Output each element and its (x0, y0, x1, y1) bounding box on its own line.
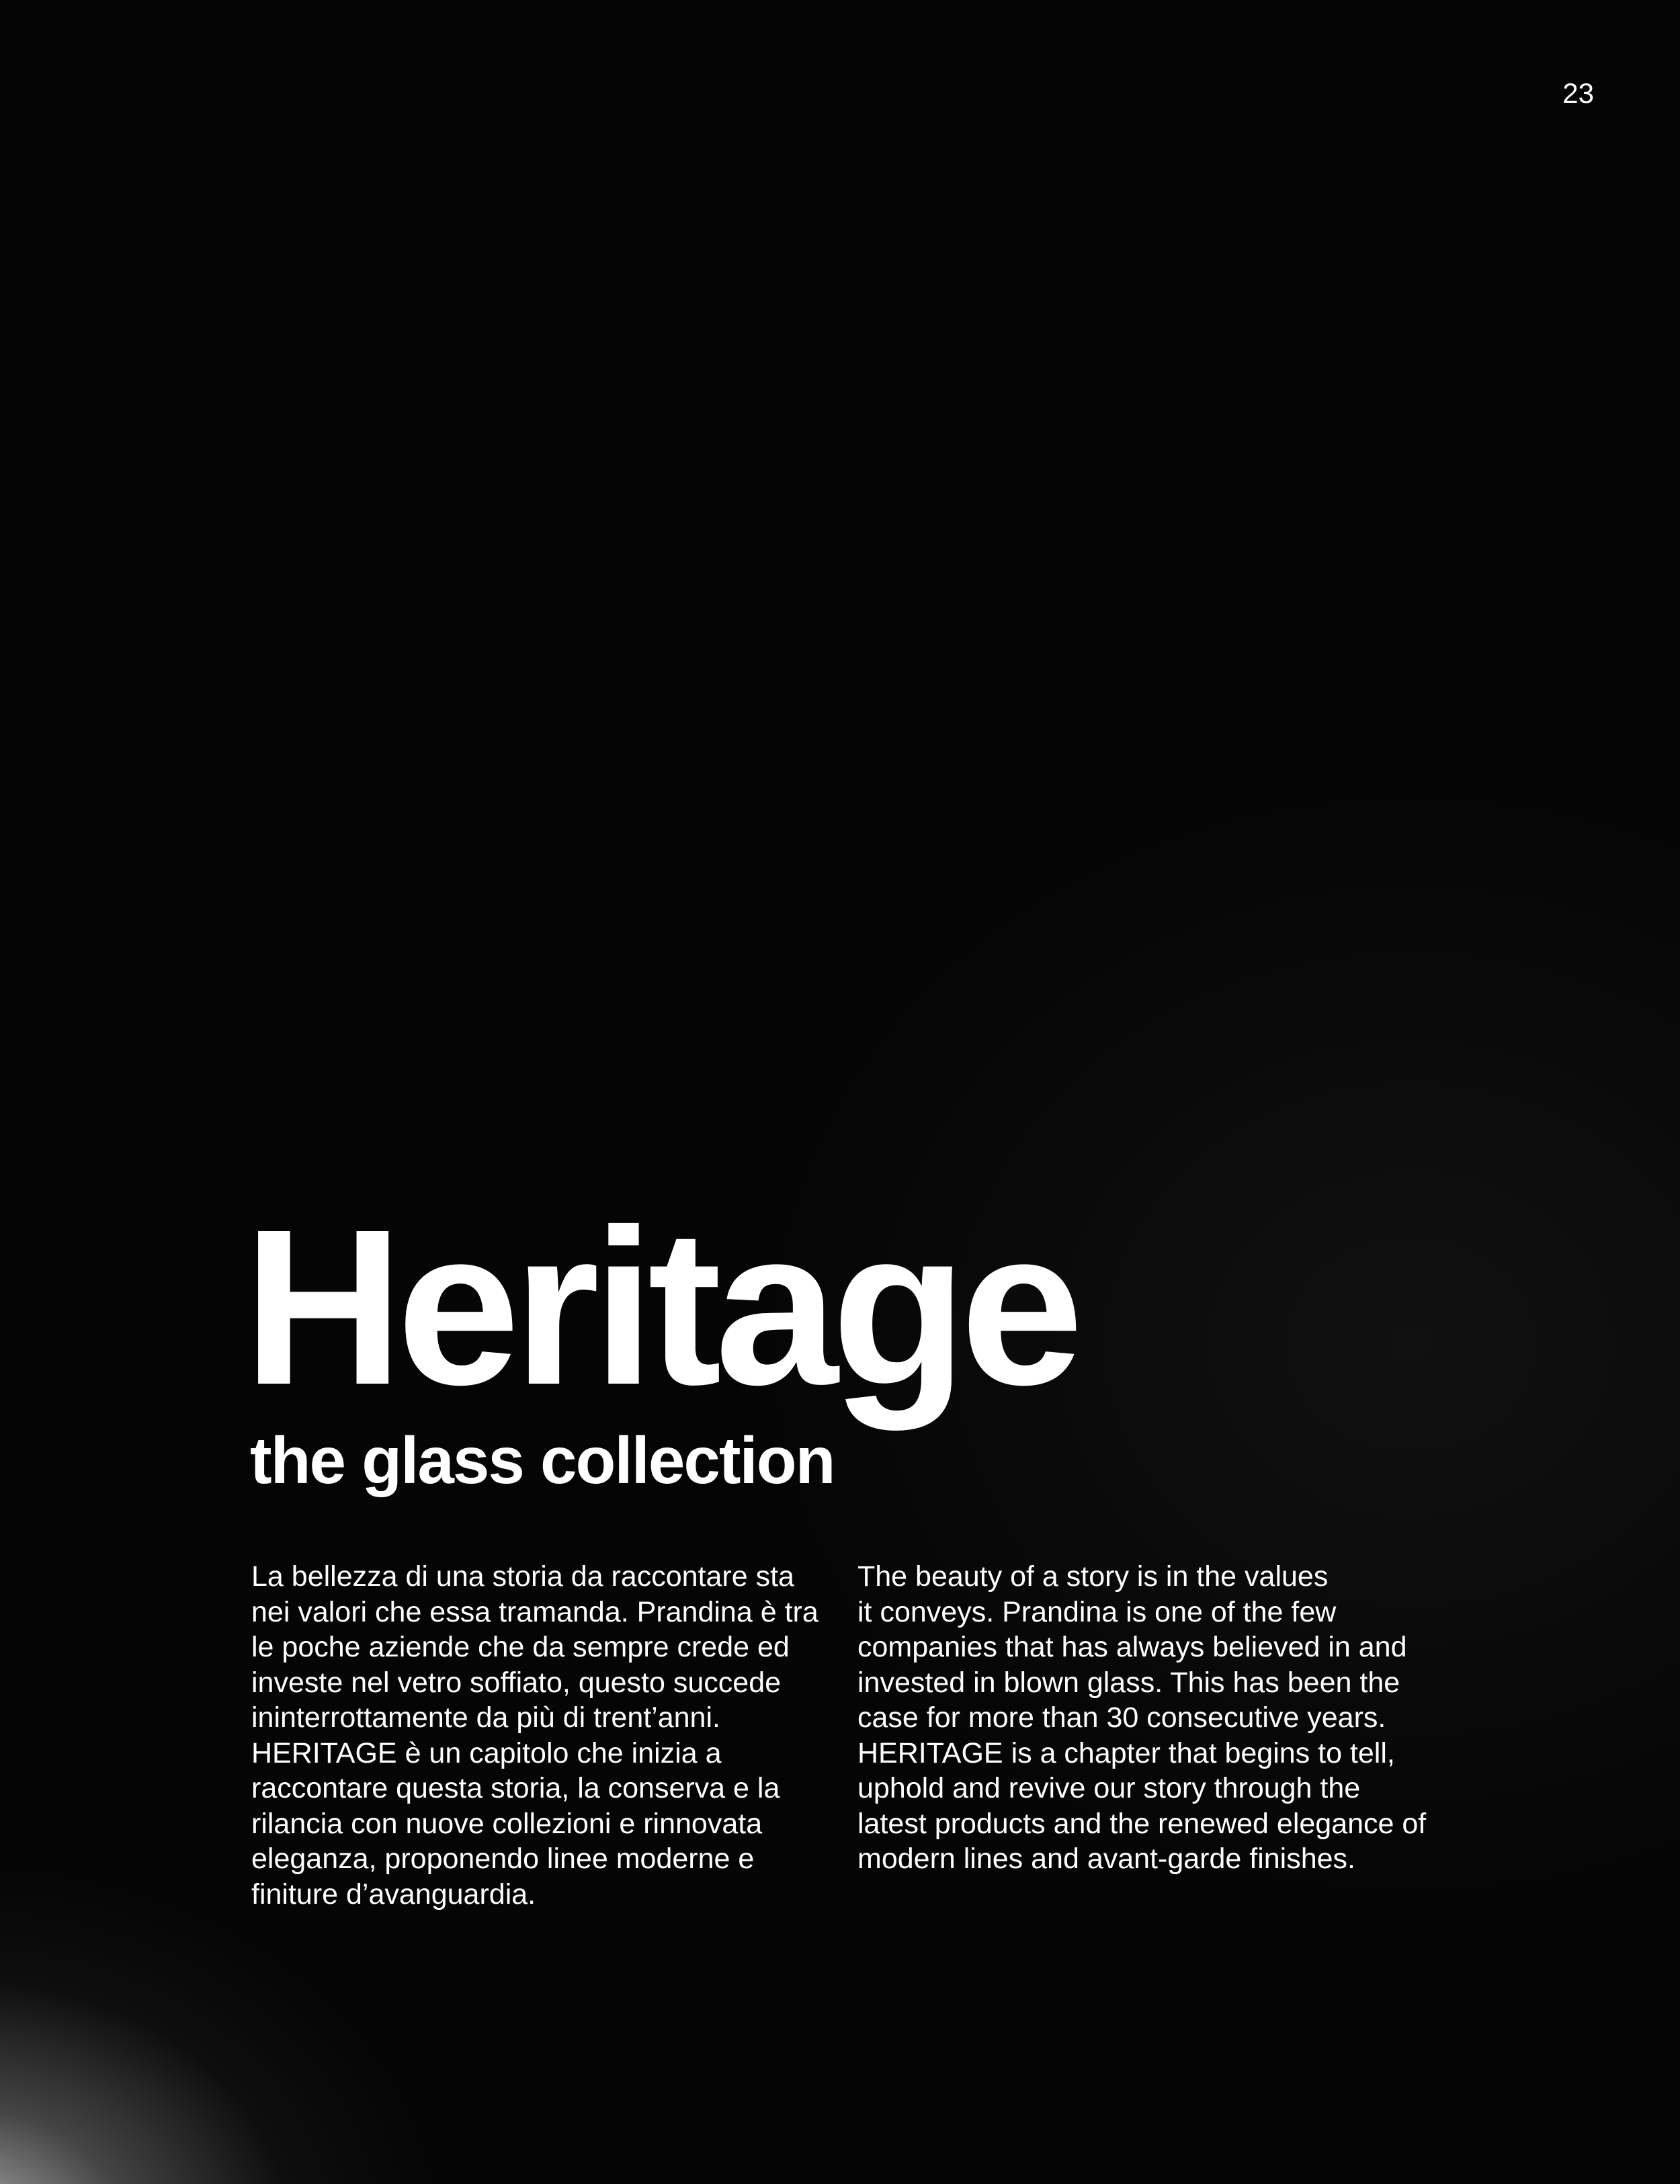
page-title: Heritage (243, 1183, 1077, 1431)
page-subtitle: the glass collection (250, 1423, 835, 1497)
body-text-italian: La bellezza di una storia da raccontare sta nei valori che essa tramanda. Prandina è tra le poche aziende che da sempre crede ed investe nel vetro soffiato, questo succede ininterrottamente da più di trent’anni. HERITAGE è un capitolo che inizia a raccontare questa storia, la conserva e la rilancia con nuove collezioni e rinnovata eleganza, proponendo linee moderne e finiture d’avanguardia. (251, 1560, 818, 1910)
body-text-english: The beauty of a story is in the values it conveys. Prandina is one of the few companies that has always believed in and invested in blown glass. This has been the case for more than 30 consecutive years. HERITAGE is a chapter that begins to tell, uphold and revive our story through the latest products and the renewed elegance of modern lines and avant-garde finishes. (857, 1560, 1427, 1875)
page-number: 23 (1562, 77, 1594, 109)
